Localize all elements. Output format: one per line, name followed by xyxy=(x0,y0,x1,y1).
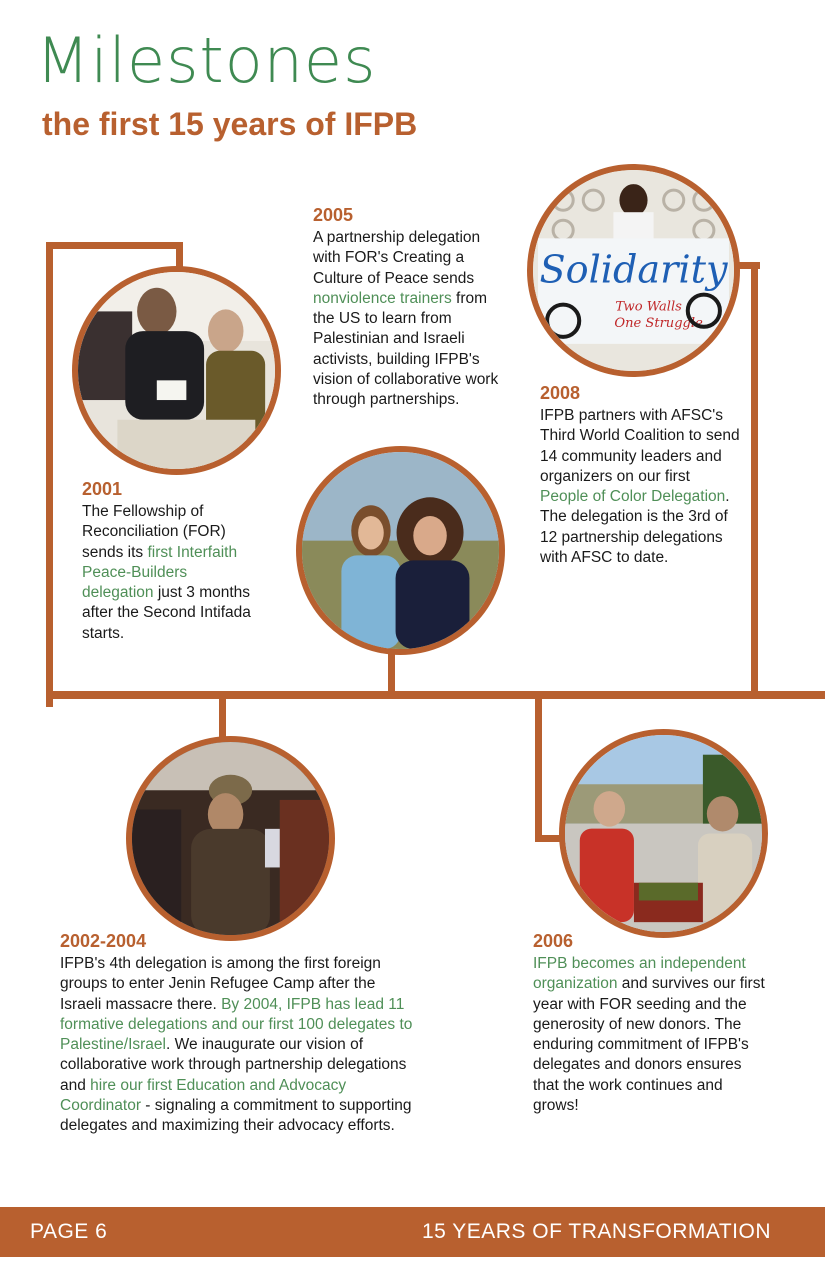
text-part: A partnership delegation with FOR's Creating a Culture of Peace sends xyxy=(313,229,481,287)
text-part: and survives our first year with FOR seeding and the generosity of new donors. The enduring commitment of IFPB's delegates and donors ensures that the work continues and grows! xyxy=(533,975,765,1115)
page-footer xyxy=(0,1207,825,1257)
highlight-text: nonviolence trainers xyxy=(313,289,452,307)
milestone-2002-2004 xyxy=(60,930,420,1137)
photo-2006 xyxy=(559,729,768,938)
milestone-text xyxy=(60,954,420,1137)
highlight-text: first Interfaith Peace-Builders delegation xyxy=(82,543,238,602)
sign-line-3: One Struggle xyxy=(614,315,703,331)
solidarity-sign-text: Solidarity xyxy=(539,248,728,293)
highlight-text: By 2004, IFPB has lead 11 formative delegations and our first 100 delegates to Palestine/Israel xyxy=(60,995,413,1054)
text-part: just 3 months after the Second Intifada starts. xyxy=(82,584,251,642)
sign-line-2: Two Walls xyxy=(615,299,682,315)
text-part: IFPB partners with AFSC's Third World Coalition to send 14 community leaders and organizers on our first xyxy=(540,407,740,485)
timeline-line xyxy=(535,694,542,842)
highlight-text: hire our first Education and Advocacy Coordinator xyxy=(60,1076,347,1115)
milestone-year: 2002-2004 xyxy=(60,931,147,951)
timeline-line xyxy=(46,242,53,707)
footer-tagline: 15 YEARS OF TRANSFORMATION xyxy=(421,1220,771,1243)
milestone-text xyxy=(533,954,768,1116)
text-part: IFPB's 4th delegation is among the first foreign groups to enter Jenin Refugee Camp after the Israeli massacre there. xyxy=(60,955,381,1013)
text-part: . The delegation is the 3rd of 12 partnership delegations with AFSC to date. xyxy=(540,488,730,567)
milestone-text xyxy=(313,228,503,411)
highlight-text: People of Color Delegation xyxy=(540,488,726,506)
page-title: Milestones xyxy=(36,24,377,97)
highlight-text: IFPB becomes an independent organization xyxy=(533,955,746,993)
photo-2008-solidarity xyxy=(527,164,740,377)
text-part: . We inaugurate our vision of collaborative work through partnership delegations and xyxy=(60,1036,407,1094)
milestone-text xyxy=(540,406,740,568)
photo-2001 xyxy=(72,266,281,475)
text-part: from the US to learn from Palestinian and Israeli activists, building IFPB's vision of collaborative work through partnerships. xyxy=(313,289,499,409)
milestone-2008 xyxy=(540,382,740,568)
milestone-2001 xyxy=(82,478,260,644)
milestone-2006 xyxy=(533,930,768,1116)
milestone-year: 2001 xyxy=(82,479,123,499)
milestone-year: 2006 xyxy=(533,931,574,951)
timeline-line xyxy=(751,262,758,694)
timeline-line xyxy=(46,691,825,699)
page-number: PAGE 6 xyxy=(30,1220,108,1243)
page-subtitle: the first 15 years of IFPB xyxy=(42,106,418,142)
text-part: - signaling a commitment to supporting delegates and maximizing their advocacy efforts. xyxy=(60,1097,412,1135)
text-part: The Fellowship of Reconciliation (FOR) sends its xyxy=(82,503,226,561)
milestone-year: 2008 xyxy=(540,383,581,403)
photo-2002-jenin xyxy=(126,736,335,941)
timeline-line xyxy=(219,694,226,738)
timeline-line xyxy=(46,242,182,249)
photo-delegates xyxy=(296,446,505,655)
milestone-year: 2005 xyxy=(313,205,354,225)
milestone-text xyxy=(82,502,260,644)
timeline-line xyxy=(388,648,395,694)
milestone-2005 xyxy=(313,204,503,411)
